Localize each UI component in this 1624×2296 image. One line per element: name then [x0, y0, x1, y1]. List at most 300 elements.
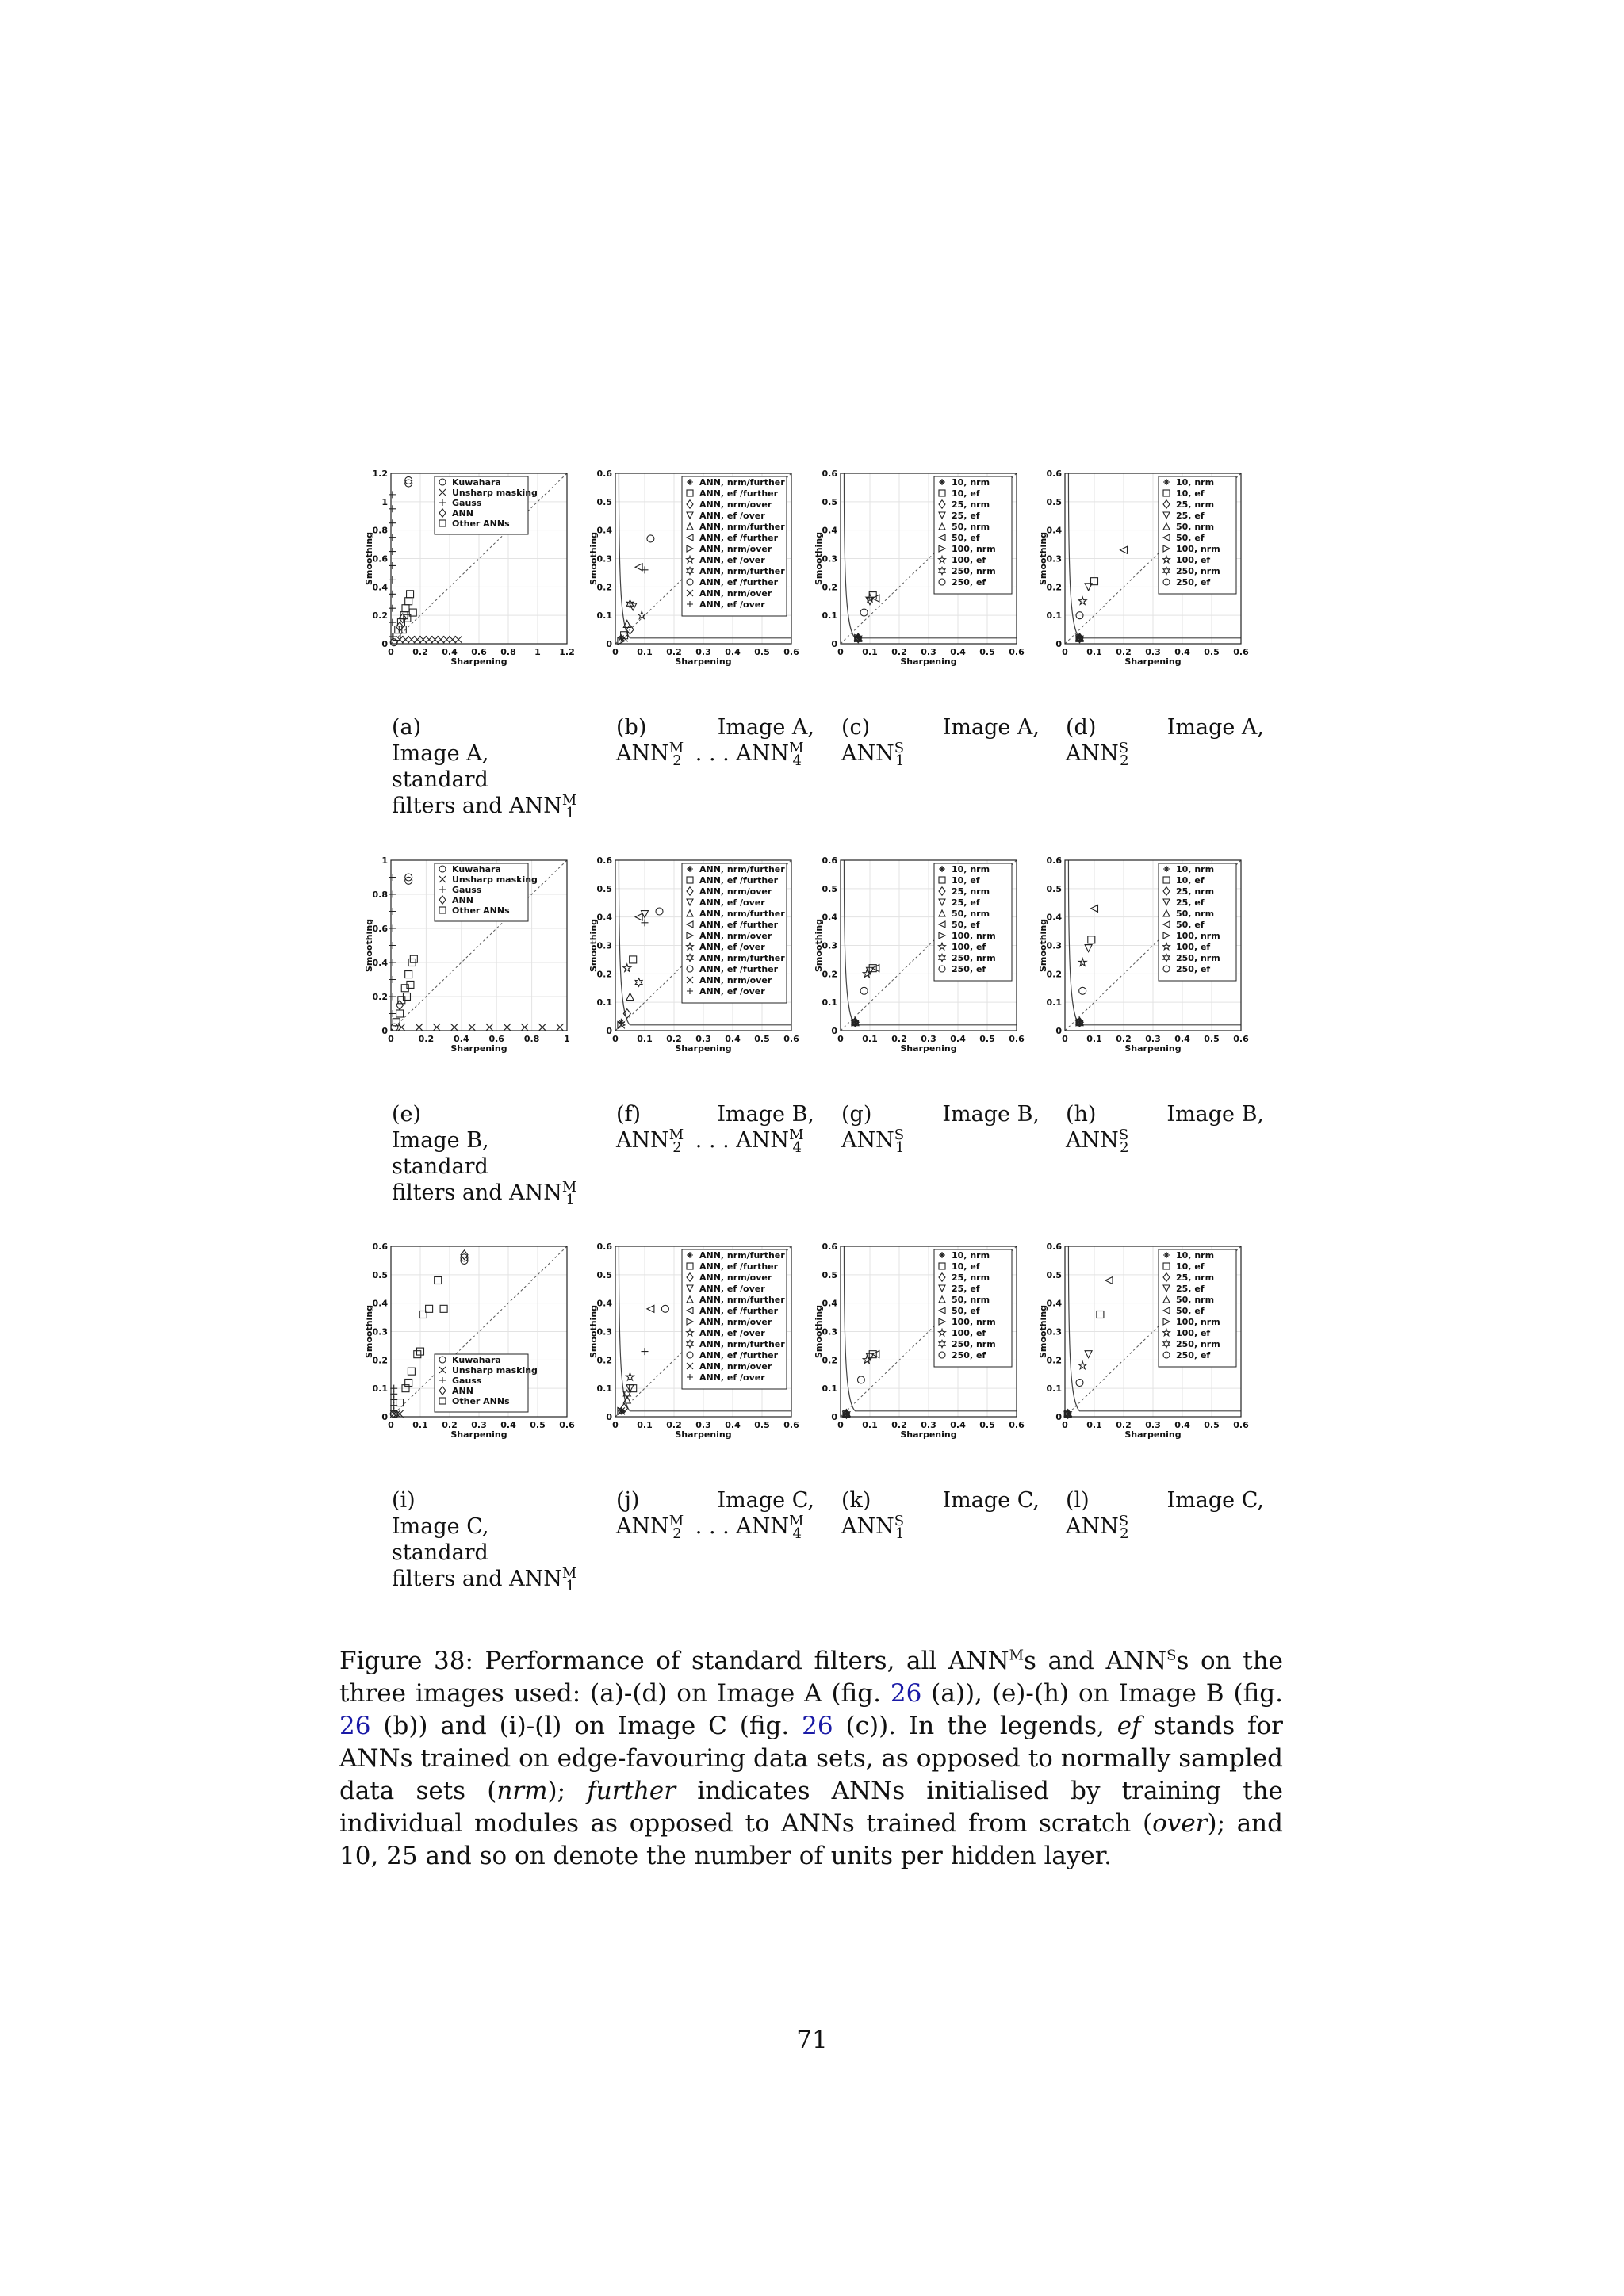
data-point	[1076, 1380, 1083, 1387]
subcaption-f-image: Image B,	[717, 1102, 814, 1127]
x-tick-label: 0.6	[783, 1420, 799, 1430]
data-point	[419, 636, 427, 643]
plot-a-svg	[364, 464, 575, 682]
caption-text: Performance of standard filters, all ANN	[473, 1647, 1009, 1675]
x-tick-label: 0.3	[1145, 1034, 1161, 1044]
x-tick-label: 0	[612, 647, 619, 657]
legend-label: Kuwahara	[452, 1355, 501, 1365]
y-tick-label: 0.6	[596, 855, 612, 866]
legend-label: Unsharp masking	[452, 1365, 538, 1376]
data-point	[407, 591, 414, 598]
y-tick-label: 0.6	[1046, 1242, 1062, 1252]
figure-ref-link[interactable]: 26	[890, 1679, 922, 1708]
y-tick-label: 0.3	[596, 553, 612, 564]
legend-label: 50, ef	[952, 533, 980, 543]
data-point	[630, 956, 637, 963]
legend-label: ANN, nrm/further	[699, 909, 785, 919]
x-tick-label: 0.6	[488, 1034, 504, 1044]
subcaption-g-image: Image B,	[942, 1102, 1040, 1127]
y-tick-label: 0	[606, 1026, 612, 1036]
subcaption-d-label: (d)	[1066, 715, 1097, 740]
legend-label: 50, ef	[1176, 920, 1205, 930]
x-tick-label: 1	[534, 647, 541, 657]
x-tick-label: 0	[837, 1034, 844, 1044]
legend-label: 100, nrm	[952, 1317, 996, 1327]
data-point	[389, 959, 396, 966]
y-tick-label: 0.3	[1046, 1326, 1062, 1337]
y-tick-label: 0.6	[596, 469, 612, 479]
y-tick-label: 0.3	[822, 1326, 837, 1337]
legend-label: ANN	[452, 508, 473, 519]
legend-label: Kuwahara	[452, 477, 501, 488]
y-tick-label: 0.8	[372, 890, 388, 900]
caption-label: Figure 38:	[339, 1647, 473, 1675]
legend-label: ANN, ef /over	[699, 897, 765, 908]
y-tick-label: 0.3	[372, 1326, 388, 1337]
y-tick-label: 0.3	[596, 1326, 612, 1337]
data-point	[455, 636, 462, 643]
legend-label: 25, nrm	[1176, 886, 1215, 897]
y-tick-label: 0.4	[822, 525, 837, 536]
y-tick-label: 0	[381, 639, 388, 649]
subcaption-h-label: (h)	[1066, 1102, 1097, 1127]
legend-label: Other ANNs	[452, 519, 510, 529]
figure-ref-link[interactable]: 26	[802, 1712, 833, 1740]
plot-b	[588, 464, 799, 682]
plot-e-svg	[364, 851, 570, 1069]
y-tick-label: 0.1	[372, 1383, 388, 1395]
y-tick-label: 0.2	[1046, 969, 1062, 980]
y-axis-label: Smoothing	[814, 531, 824, 586]
subcaption-k	[841, 1487, 1040, 1543]
y-tick-label: 0.2	[596, 582, 612, 593]
y-tick-label: 0	[1055, 639, 1062, 649]
y-tick-label: 0.1	[596, 610, 612, 622]
plot-j	[588, 1237, 799, 1455]
subcaption-f-range: $ANN^M_2$ . . . $ANN^M_4$	[616, 1127, 804, 1157]
y-tick-label: 0.6	[822, 469, 837, 479]
x-tick-label: 0.1	[1086, 1420, 1102, 1430]
y-tick-label: 0.6	[1046, 469, 1062, 479]
data-point	[623, 964, 631, 971]
subcaption-b-label: (b)	[616, 715, 647, 740]
y-tick-label: 0.2	[596, 1355, 612, 1366]
legend-label: 100, ef	[1176, 942, 1211, 952]
legend-label: 50, nrm	[1176, 522, 1215, 532]
x-axis-label: Sharpening	[450, 1429, 508, 1440]
y-axis-label: Smoothing	[364, 1304, 374, 1359]
x-tick-label: 0.4	[1174, 1420, 1190, 1430]
legend-label: 10, ef	[952, 488, 980, 499]
x-tick-label: 0.6	[1233, 1034, 1249, 1044]
x-tick-label: 0.2	[666, 1034, 682, 1044]
y-tick-label: 0.5	[372, 1269, 388, 1280]
y-axis-label: Smoothing	[814, 918, 824, 973]
figure-caption: Figure 38: Performance of standard filters, all $ANN^Ms$ and $ANN^Ss$ on the three images used: (a)-(d) on Image A (fig. 26 (a)), (e)-(h) on Image B (fig. 26 (b)) and (i)-(l) on Image C (fig. 26 (c)). In the legends, ef stands for ANNs trained on edge-favouring data sets, as opposed to normally sampled data sets (nrm); further indicates ANNs initialised by training the individual modules as opposed to ANNs trained from scratch (over); and 10, 25 and so on denote the number of units per hidden layer.	[339, 1647, 1284, 1870]
data-point	[521, 1024, 528, 1031]
legend-label: 250, ef	[1176, 1350, 1211, 1360]
legend-label: 10, ef	[1176, 1261, 1205, 1272]
x-tick-label: 0	[1062, 647, 1068, 657]
x-tick-label: 0.6	[783, 1034, 799, 1044]
legend-label: 10, nrm	[952, 477, 990, 488]
legend-label: ANN	[452, 895, 473, 905]
plot-d-svg	[1038, 464, 1249, 682]
y-tick-label: 0.8	[372, 525, 388, 536]
y-tick-label: 0.3	[822, 940, 837, 951]
data-point	[1105, 1277, 1113, 1284]
y-tick-label: 0.1	[1046, 1383, 1062, 1395]
y-tick-label: 0.2	[822, 969, 837, 980]
y-tick-label: 0.4	[1046, 1298, 1062, 1309]
subcaption-c	[841, 714, 1040, 770]
y-tick-label: 0.4	[1046, 912, 1062, 923]
x-tick-label: 0.5	[754, 1034, 770, 1044]
data-point	[626, 993, 634, 1001]
y-tick-label: 0.3	[596, 940, 612, 951]
legend-label: 100, nrm	[1176, 544, 1220, 554]
y-tick-label: 0.2	[372, 610, 388, 622]
plot-h	[1038, 851, 1249, 1069]
y-tick-label: 0.1	[596, 1383, 612, 1395]
y-tick-label: 0.4	[596, 1298, 612, 1309]
data-point	[389, 576, 396, 584]
y-tick-label: 0.5	[822, 1269, 837, 1280]
subcaption-i-label: (i)	[392, 1488, 416, 1513]
legend-label: 250, ef	[952, 964, 986, 974]
y-tick-label: 0.1	[596, 997, 612, 1008]
subcaption-k-label: (k)	[841, 1488, 871, 1513]
subcaption-f-label: (f)	[616, 1102, 642, 1127]
x-axis-label: Sharpening	[900, 1429, 957, 1440]
x-tick-label: 0.5	[1204, 1420, 1220, 1430]
legend-label: 100, ef	[1176, 1328, 1211, 1338]
x-tick-label: 0.2	[1116, 647, 1132, 657]
legend-label: ANN, nrm/over	[699, 499, 772, 510]
data-point	[402, 636, 409, 643]
legend-label: ANN, ef /further	[699, 488, 779, 499]
legend-label: ANN, nrm/further	[699, 1339, 785, 1349]
x-tick-label: 0	[388, 647, 394, 657]
subcaption-a	[392, 714, 590, 822]
x-tick-label: 0.2	[412, 647, 428, 657]
y-tick-label: 0.2	[822, 582, 837, 593]
legend-label: ANN, nrm/further	[699, 477, 785, 488]
subcaption-i-line1: Image C, standard	[392, 1514, 489, 1565]
legend-label: 100, ef	[952, 942, 986, 952]
legend-label: 100, nrm	[952, 931, 996, 941]
legend-label: 250, nrm	[952, 566, 996, 576]
legend-label: ANN, ef /over	[699, 599, 765, 610]
data-point	[389, 534, 396, 541]
legend-label: ANN, ef /further	[699, 875, 779, 886]
y-tick-label: 0	[831, 1412, 837, 1422]
legend-label: 100, nrm	[1176, 1317, 1220, 1327]
legend-label: 25, ef	[952, 897, 980, 908]
y-tick-label: 0.1	[822, 610, 837, 622]
x-tick-label: 0.2	[1116, 1420, 1132, 1430]
x-tick-label: 0	[388, 1420, 394, 1430]
legend-label: ANN, ef /over	[699, 942, 765, 952]
legend-label: 10, nrm	[952, 864, 990, 874]
legend-label: ANN, nrm/further	[699, 864, 785, 874]
data-point	[408, 1368, 415, 1375]
x-tick-label: 0.5	[979, 1034, 995, 1044]
data-point	[396, 636, 404, 643]
y-tick-label: 0.6	[822, 855, 837, 866]
plot-h-svg	[1038, 851, 1249, 1069]
legend-label: 50, nrm	[952, 522, 990, 532]
y-tick-label: 0.2	[596, 969, 612, 980]
subcaption-j-label: (j)	[616, 1488, 640, 1513]
data-point	[431, 636, 439, 643]
data-point	[450, 1024, 458, 1031]
data-point	[414, 636, 421, 643]
x-axis-label: Sharpening	[450, 1043, 508, 1054]
y-tick-label: 1.2	[372, 469, 388, 479]
y-tick-label: 0	[606, 639, 612, 649]
plot-a	[364, 464, 575, 682]
subcaption-g-ann: $ANN^S_1$	[841, 1127, 905, 1157]
subcaption-j	[616, 1487, 814, 1543]
legend-label: 10, ef	[1176, 875, 1205, 886]
x-axis-label: Sharpening	[1124, 1043, 1182, 1054]
subcaption-l-label: (l)	[1066, 1488, 1090, 1513]
legend-label: 50, nrm	[952, 1295, 990, 1305]
x-axis-label: Sharpening	[675, 656, 732, 667]
plot-g-svg	[814, 851, 1025, 1069]
subcaption-a-label: (a)	[392, 715, 422, 740]
x-tick-label: 0.6	[1233, 1420, 1249, 1430]
plot-f	[588, 851, 799, 1069]
legend-label: Unsharp masking	[452, 874, 538, 885]
y-tick-label: 0	[831, 639, 837, 649]
legend-label: ANN, ef /further	[699, 1350, 779, 1360]
y-tick-label: 1	[381, 496, 388, 507]
legend-label: ANN, ef /over	[699, 1328, 765, 1338]
y-tick-label: 0.3	[1046, 553, 1062, 564]
legend-label: 25, ef	[952, 1284, 980, 1294]
y-tick-label: 0.1	[1046, 997, 1062, 1008]
x-tick-label: 0.2	[891, 1034, 907, 1044]
legend-label: 25, nrm	[952, 886, 990, 897]
x-axis-label: Sharpening	[675, 1429, 732, 1440]
subcaption-e	[392, 1101, 590, 1209]
subcaption-k-ann: $ANN^S_1$	[841, 1513, 905, 1543]
x-tick-label: 0.4	[725, 1034, 741, 1044]
subcaption-a-line1: Image A, standard	[392, 741, 489, 792]
y-tick-label: 0	[381, 1412, 388, 1422]
data-point	[402, 605, 409, 612]
data-point	[1079, 987, 1086, 994]
x-tick-label: 0.6	[1009, 1420, 1025, 1430]
x-tick-label: 0.6	[1233, 647, 1249, 657]
x-tick-label: 0.3	[1145, 1420, 1161, 1430]
x-axis-label: Sharpening	[900, 1043, 957, 1054]
legend-label: 250, ef	[1176, 577, 1211, 587]
y-tick-label: 0.6	[372, 924, 388, 934]
subcaption-c-image: Image A,	[942, 715, 1040, 740]
y-tick-label: 0.4	[822, 1298, 837, 1309]
y-axis-label: Smoothing	[364, 531, 374, 586]
legend-label: 10, ef	[952, 875, 980, 886]
y-axis-label: Smoothing	[588, 531, 599, 586]
legend-label: ANN, ef /over	[699, 1284, 765, 1294]
legend-label: 10, ef	[952, 1261, 980, 1272]
x-tick-label: 0.3	[471, 1420, 487, 1430]
y-tick-label: 0.4	[596, 525, 612, 536]
legend-label: 25, ef	[1176, 897, 1205, 908]
x-tick-label: 0.3	[921, 1034, 936, 1044]
page-number: 71	[796, 2026, 828, 2054]
data-point	[661, 1305, 668, 1312]
y-tick-label: 0.1	[822, 997, 837, 1008]
y-tick-label: 0.3	[1046, 940, 1062, 951]
subcaption-c-ann: $ANN^S_1$	[841, 740, 905, 770]
legend-label: ANN, ef /further	[699, 577, 779, 587]
plot-c	[814, 464, 1025, 682]
data-point	[1097, 1311, 1104, 1318]
data-point	[469, 1024, 476, 1031]
data-point	[626, 1373, 634, 1380]
data-point	[504, 1024, 511, 1031]
legend-label: ANN, nrm/over	[699, 1361, 772, 1372]
x-tick-label: 0.6	[1009, 647, 1025, 657]
figure-ref-link[interactable]: 26	[339, 1712, 371, 1740]
legend-label: ANN, ef /further	[699, 533, 779, 543]
y-tick-label: 0.6	[372, 553, 388, 564]
y-tick-label: 0.6	[822, 1242, 837, 1252]
subcaption-i-line2: filters and $ANN^M_1$	[392, 1565, 577, 1595]
legend-label: 25, nrm	[1176, 499, 1215, 510]
legend-label: ANN, ef /over	[699, 511, 765, 521]
x-tick-label: 0.1	[637, 1034, 653, 1044]
legend-label: 25, ef	[952, 511, 980, 521]
data-point	[647, 535, 654, 542]
x-tick-label: 0.3	[921, 647, 936, 657]
legend-label: 10, nrm	[1176, 864, 1215, 874]
legend-label: 25, ef	[1176, 1284, 1205, 1294]
y-tick-label: 0.5	[822, 496, 837, 507]
y-tick-label: 0	[831, 1026, 837, 1036]
x-axis-label: Sharpening	[1124, 1429, 1182, 1440]
x-tick-label: 0.3	[695, 647, 711, 657]
y-tick-label: 0	[1055, 1026, 1062, 1036]
legend-label: 100, ef	[952, 555, 986, 565]
legend-label: 25, nrm	[952, 1272, 990, 1283]
y-tick-label: 0.2	[822, 1355, 837, 1366]
y-tick-label: 0.2	[372, 992, 388, 1002]
data-point	[414, 1351, 421, 1358]
legend-label: 100, ef	[1176, 555, 1211, 565]
x-tick-label: 1.2	[559, 647, 575, 657]
x-tick-label: 0.2	[442, 1420, 458, 1430]
data-point	[437, 636, 444, 643]
data-point	[389, 908, 396, 915]
y-tick-label: 0.5	[1046, 1269, 1062, 1280]
y-tick-label: 0.2	[1046, 582, 1062, 593]
legend-label: ANN, nrm/further	[699, 566, 785, 576]
y-tick-label: 0.4	[372, 958, 388, 968]
plot-g	[814, 851, 1025, 1069]
data-point	[635, 978, 642, 986]
plot-c-svg	[814, 464, 1025, 682]
legend-label: Other ANNs	[452, 905, 510, 916]
subcaption-d	[1066, 714, 1264, 770]
subcaption-e-line2: filters and $ANN^M_1$	[392, 1179, 577, 1209]
data-point	[440, 1305, 447, 1312]
data-point	[389, 591, 396, 598]
y-tick-label: 0.5	[596, 883, 612, 894]
legend-label: ANN, ef /over	[699, 986, 765, 997]
legend-label: ANN, nrm/over	[699, 886, 772, 897]
x-tick-label: 0.6	[1009, 1034, 1025, 1044]
data-point	[389, 993, 396, 1001]
x-axis-label: Sharpening	[450, 656, 508, 667]
subcaption-j-image: Image C,	[717, 1488, 814, 1513]
legend-label: 250, nrm	[1176, 953, 1220, 963]
x-tick-label: 0.2	[891, 1420, 907, 1430]
y-tick-label: 0.5	[596, 1269, 612, 1280]
x-tick-label: 0.4	[725, 647, 741, 657]
legend-label: 50, ef	[952, 920, 980, 930]
data-point	[449, 636, 456, 643]
data-point	[389, 874, 396, 881]
legend-label: 10, ef	[1176, 488, 1205, 499]
x-tick-label: 0.4	[950, 1420, 966, 1430]
subcaption-d-ann: $ANN^S_2$	[1066, 740, 1129, 770]
plot-f-svg	[588, 851, 799, 1069]
legend-label: 50, ef	[1176, 533, 1205, 543]
data-point	[389, 505, 396, 512]
subcaption-g-label: (g)	[841, 1102, 872, 1127]
plot-j-svg	[588, 1237, 799, 1455]
data-point	[389, 925, 396, 932]
y-tick-label: 0.4	[596, 912, 612, 923]
subcaption-b-image: Image A,	[717, 715, 814, 740]
subcaption-k-image: Image C,	[942, 1488, 1040, 1513]
legend-label: ANN, nrm/over	[699, 1272, 772, 1283]
y-tick-label: 0	[606, 1412, 612, 1422]
y-tick-label: 0.5	[1046, 883, 1062, 894]
subcaption-g	[841, 1101, 1040, 1157]
y-tick-label: 0.4	[1046, 525, 1062, 536]
legend-label: 50, nrm	[1176, 909, 1215, 919]
data-point	[426, 636, 433, 643]
x-tick-label: 0.3	[921, 1420, 936, 1430]
y-tick-label: 0.4	[372, 582, 388, 593]
subcaption-l	[1066, 1487, 1264, 1543]
y-tick-label: 0.3	[822, 553, 837, 564]
x-tick-label: 0.1	[862, 1034, 878, 1044]
legend-marker	[687, 479, 693, 485]
data-point	[647, 1305, 654, 1312]
y-tick-label: 0	[1055, 1412, 1062, 1422]
x-axis-label: Sharpening	[675, 1043, 732, 1054]
legend-label: ANN, nrm/over	[699, 588, 772, 599]
legend-label: 250, ef	[952, 577, 986, 587]
y-axis-label: Smoothing	[364, 918, 374, 973]
legend-label: 250, nrm	[1176, 566, 1220, 576]
data-point	[1088, 936, 1095, 943]
x-tick-label: 0	[1062, 1034, 1068, 1044]
legend-label: Unsharp masking	[452, 488, 538, 498]
x-tick-label: 0	[612, 1420, 619, 1430]
x-tick-label: 0.4	[950, 647, 966, 657]
data-point	[389, 562, 396, 569]
x-tick-label: 0.3	[695, 1420, 711, 1430]
x-tick-label: 0	[1062, 1420, 1068, 1430]
